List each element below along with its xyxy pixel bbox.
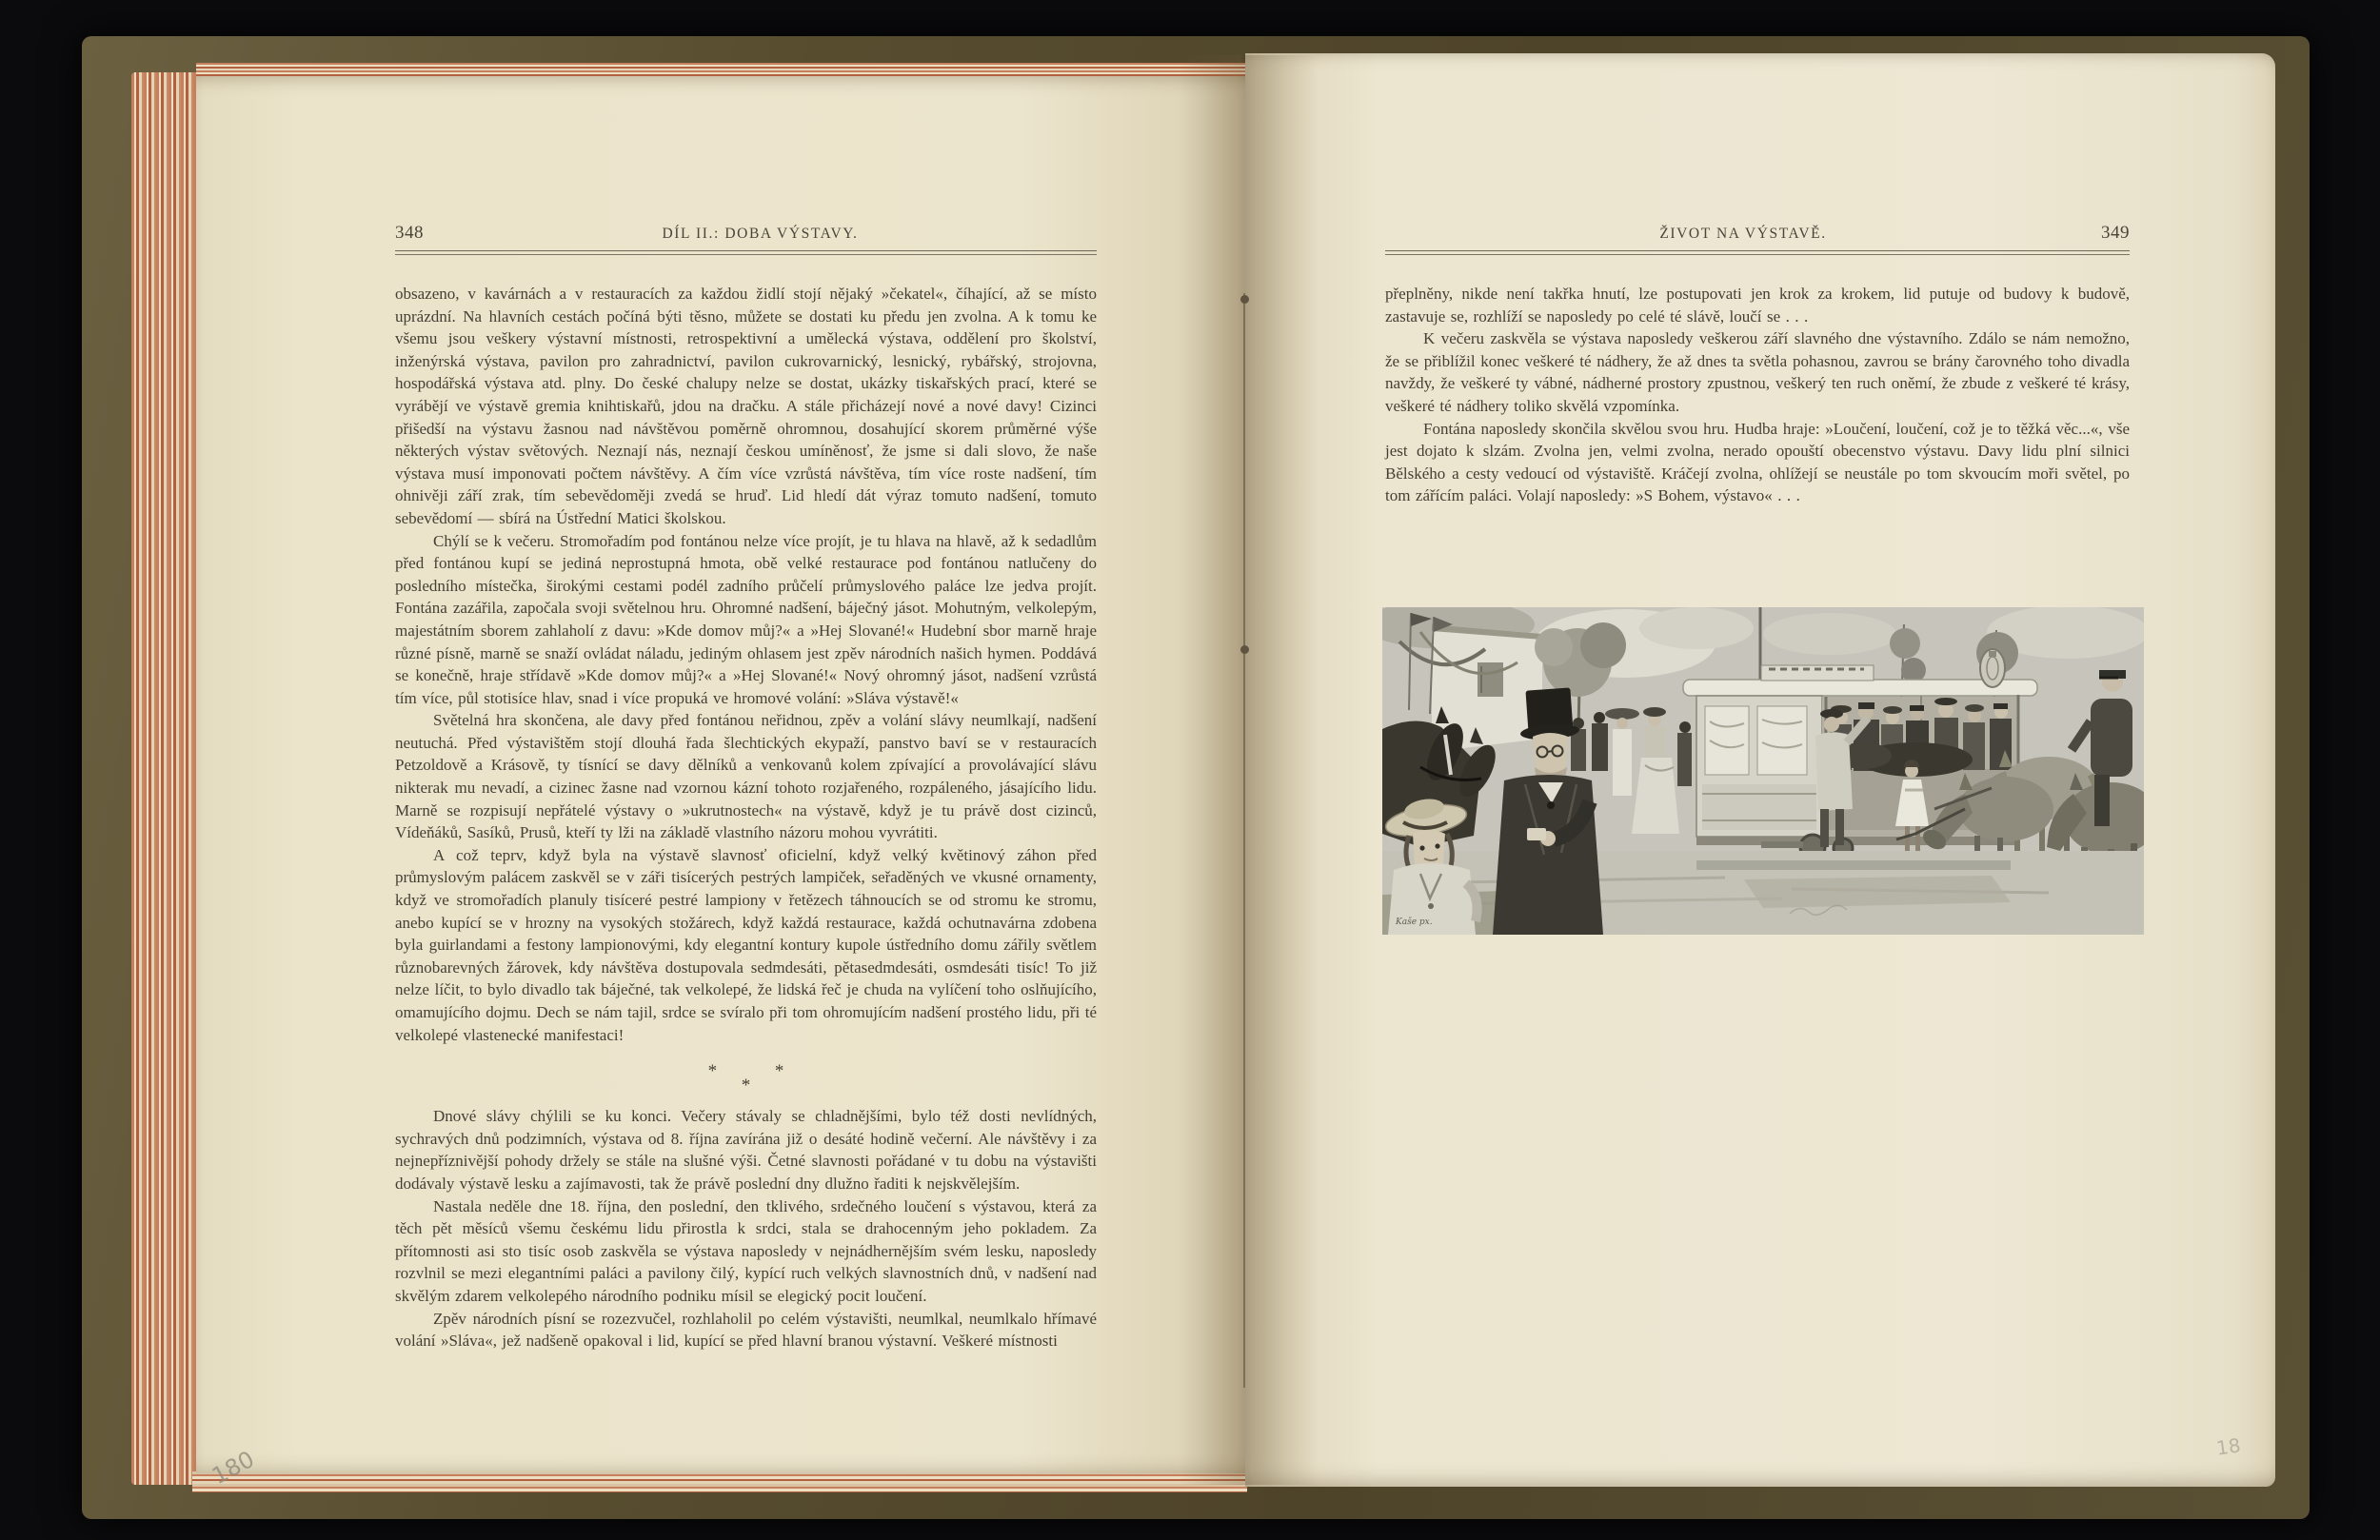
pencil-note-left: 180: [208, 1445, 259, 1491]
paragraph: Světelná hra skončena, ale davy před fontánou neřidnou, zpěv a volání slávy neumlkají, nadšení neutuchá. Před výstavištěm stojí dlouhá řada šlechtických ekypaží, panstvo baví se v restauracích Petzoldově a Krásově, ty tísnící se davy dělníků a venkovanů kolem zpívající a provolávající slávu nikterak mu nevadí, a cizinec žasne nad vzornou kázní tohoto rozjařeného, rozpáleného, jásajícího lidu. Marně se rozpisují nepřátelé výstavy o »ukrutnostech« na výstavě, když je tu právě dost cizinců, Vídeňáků, Sasíků, Prusů, kteří ty lži na základě vlastního názoru mohou vyvrátiti.: [395, 711, 1097, 842]
paragraph: K večeru zaskvěla se výstava naposledy veškerou září slavného dne výstavního. Zdálo se nám nemožno, že se přiblížil konec veškeré té nádhery, že až dnes ta světla pohasnou, zavrou se brány čarovného toho divadla navždy, že veškeré ty vábné, nádherné prostory zpustnou, veškerý ten ruch oněmí, že zbude z veškeré té krásy, veškeré té nádhery toliko skvělá vzpomínka.: [1385, 329, 2130, 415]
page-edges-fore-edge: [131, 72, 198, 1485]
paragraph: obsazeno, v kavárnách a v restauracích za každou židlí stojí nějaký »čekatel«, číhající, až se místo uprázdní. Na hlavních cestách počíná býti těsno, můžete se dostati ku předu jen zvolna. A k tomu ke všemu jsou veškery výstavní místnosti, retrospektivní a umělecká výstava, oddělení pro školství, inženýrská výstava, pavilon pro zahradnictví, pavilon cukrovarnický, lesnický, rybářský, strojovna, hospodářská výstava atd. plny. Do české chalupy nelze se dostat, ukázky tiskařských prací, které se vyrábějí ve výstavě gremia knihtiskařů, jdou na dračku. A stále přicházejí nové a nové davy! Cizinci přišedší na výstavu žasnou nad návštěvou poměrně ohromnou, dosahující skorem průměrné výše některých výstav světových. Neznají nás, neznají českou umíněnosť, že jsme si dali slovo, že naše výstava musí imponovati počtem návštěvy. A čím více vzrůstá návštěva, tím více roste nadšení, tím ohnivěji září zrak, tím sebevědoměji zvedá se hruď. Lid hledí dát výraz tomuto nadšení, tomuto sebevědomí — sbírá na Ústřední Matici školskou.: [395, 285, 1097, 527]
paragraph: Zpěv národních písní se rozezvučel, rozhlaholil po celém výstavišti, neumlkal, neumlkalo hřímavé volání »Sláva«, jež nadšeně opakoval i lid, kupící se před hlavní branou výstavní. Veškeré místnosti: [395, 1309, 1097, 1351]
paragraph: Dnové slávy chýlili se ku konci. Večery stávaly se chladnějšími, bylo též dosti nevlídných, sychravých dnů podzimních, výstava od 8. října zavírána již o desáté hodině večerní. Ale návštěvy i za nejnepříznivější pohody držely se stále na slušné výši. Četné slavnosti pořádané v tu dobu na výstavišti dodávaly výstavě lesku a zajímavosti, tak že právě poslední dny dlužno řaditi k nejskvělejším.: [395, 1107, 1097, 1193]
page-edges-bottom: [192, 1471, 1247, 1492]
right-page-content: [1385, 223, 2130, 507]
right-body-text: [1385, 283, 2130, 507]
asterisk-divider: [395, 1061, 1097, 1096]
paragraph: Fontána naposledy skončila skvělou svou hru. Hudba hraje: »Loučení, loučení, což je to těžká věc...«, vše jest dojato k slzám. Zvolna jen, velmi zvolna, nerado opouští obecenstvo výstavu. Davy lidu plní silnici Bělského a cesty vedoucí od výstaviště. Kráčejí zvolna, ohlížejí se neustále po tom skvoucím moři světel, po tom zářícím paláci. Volají naposledy: »S Bohem, výstavo« . . .: [1385, 419, 2130, 505]
paragraph: Nastala neděle dne 18. října, den poslední, den tklivého, srdečného loučení s výstavou, která za těch pět měsíců všemu českému lidu přirostla k srdci, stala se drahocenným jeho pokladem. Za přítomnosti asi sto tisíc osob zaskvěla se výstava naposledy v nejnádhernějším svém lesku, naposledy rozvlnil se mezi elegantními paláci a pavilony čilý, kypící ruch velkých slavnostních dnů, v nadšení nad skvělým zdarem velkolepého národního podniku mísil se elegický pocit loučení.: [395, 1196, 1097, 1305]
paragraph: A což teprv, když byla na výstavě slavnosť oficielní, když velký květinový záhon před průmyslovým palácem zaskvěl se v záři tisícerých pestrých lampiček, seřaděných ve vkusné ornamenty, když ve stromořadích planuly tisíceré pestré lampiony v řetězech táhnoucích se od stromu ke stromu, anebo kupící se v hrozny na vysokých stožárech, když každá restaurace, každá ochutnavárna zdobena byla guirlandami a festony lampionovými, kdy elegantní kontury kupole ústředního domu zářily světlem různobarevných žárovek, kdy návštěva dostupovala sedmdesáti, pětasedmdesáti, osmdesáti tisíc! To již nelze líčit, to bylo divadlo tak báječné, tak velkolepé, že lidská řeč je chuda na vylíčení toho oslňujícího, omamujícího dojmu. Dech se nám tajil, srdce se svíralo při tom ohromujícím nadšení prostého lidu, při té velkolepé vlastenecké manifestaci!: [395, 845, 1097, 1044]
binding-knot: [1240, 295, 1249, 304]
tram-illustration: [1382, 607, 2144, 935]
asterisk-divider-top: * *: [707, 1061, 784, 1082]
left-page-number: 348: [395, 223, 424, 243]
left-running-title: DÍL II.: DOBA VÝSTAVY.: [662, 226, 859, 242]
left-page-content: [395, 223, 1097, 1352]
asterisk-divider-bottom: *: [741, 1076, 751, 1096]
right-header-rule: [1385, 250, 2130, 255]
right-running-title: ŽIVOT NA VÝSTAVĚ.: [1659, 226, 1827, 242]
artist-signature-text: Kaše pх.: [1396, 918, 1433, 927]
binding-thread: [1243, 293, 1245, 1388]
right-page-number: 349: [2101, 223, 2130, 243]
page-edges-top: [196, 63, 1247, 76]
right-running-head: [1385, 223, 2130, 244]
paragraph: přeplněny, nikde není takřka hnutí, lze postupovati jen krok za krokem, lid putuje od budovy k budově, zastavuje se, rozhlíží se naposledy po celé té slávě, loučí se . . .: [1385, 285, 2130, 326]
left-header-rule: [395, 250, 1097, 255]
left-body-text: [395, 283, 1097, 1352]
binding-knot: [1240, 645, 1249, 654]
pencil-note-right: 18: [2214, 1433, 2242, 1460]
paragraph: Chýlí se k večeru. Stromořadím pod fontánou nelze více projít, je tu hlava na hlavě, až k sedadlům před fontánou kupí se jediná neprostupná hmota, obě velké restaurace pod fontánou natlučeny do posledního místečka, širokými cestami podél zadního průčelí průmyslového paláce lze jedva projít. Fontána zazářila, započala svoji světelnou hru. Ohromné nadšení, báječný jásot. Mohutným, velkolepým, majestátním sborem zahlaholí z davu: »Kde domov můj?« a »Hej Slované!« Hudební sbor marně hraje různé písně, marně se snaží ovládat náladu, jediným ohlasem jest zpěv národních našich hymen. Poddává se konečně, hraje střídavě »Kde domov můj?« a »Hej Slované!« Nový ohromný jásot, nadšení vzrůstá tím více, půl stotisíce hlav, snad i více propuká ve hromové volání: »Sláva výstavě!«: [395, 531, 1097, 707]
left-running-head: [395, 223, 1097, 244]
